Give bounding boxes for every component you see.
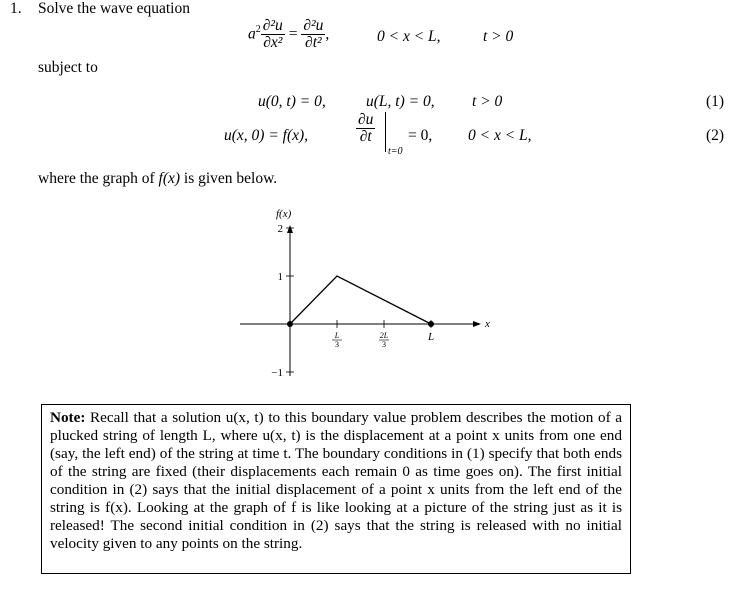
graph-intro-before: where the graph of — [38, 170, 159, 187]
equation-label-1: (1) — [706, 93, 725, 110]
svg-text:3: 3 — [382, 340, 387, 349]
lhs-numerator: ∂²u — [262, 17, 283, 34]
note-heading: Note: — [50, 409, 86, 426]
graph-intro-text — [38, 170, 277, 188]
ic-velocity-rhs: = 0, — [408, 127, 433, 144]
evaluation-point: t=0 — [388, 146, 403, 157]
coef-a: a — [248, 25, 256, 43]
lhs-denominator: ∂x² — [263, 34, 283, 52]
velocity-numerator: ∂u — [358, 111, 374, 128]
problem-intro: Solve the wave equation — [38, 0, 190, 17]
bc-right: u(L, t) = 0, — [366, 93, 435, 110]
coef-power: 2 — [255, 24, 261, 36]
equals-sign: = — [288, 25, 298, 43]
bc-left: u(0, t) = 0, — [258, 93, 326, 110]
note-paragraph — [50, 409, 622, 553]
y-tick-label: 2 — [277, 223, 283, 235]
endpoint-marker — [428, 321, 434, 327]
x-tick-label — [379, 331, 389, 349]
wave-equation — [248, 18, 329, 52]
bc-domain: t > 0 — [472, 93, 503, 110]
rhs-denominator: ∂t² — [305, 34, 322, 52]
function-graph — [230, 200, 510, 390]
t-domain: t > 0 — [483, 28, 514, 45]
rhs-numerator: ∂²u — [303, 17, 324, 34]
svg-text:2L: 2L — [379, 331, 389, 340]
problem-number: 1. — [10, 0, 22, 17]
evaluation-bar — [385, 112, 386, 152]
x-domain: 0 < x < L, — [377, 28, 441, 45]
velocity-fraction — [356, 112, 375, 146]
x-tick-label: L — [427, 331, 435, 343]
equation-label-2: (2) — [706, 127, 725, 144]
y-tick-label: 1 — [277, 271, 283, 283]
y-tick-label: −1 — [271, 367, 283, 379]
svg-text:3: 3 — [334, 340, 339, 349]
y-axis-label: f(x) — [276, 208, 292, 220]
subject-to-text: subject to — [38, 59, 98, 76]
rhs-fraction — [301, 18, 325, 52]
graph-intro-after: is given below. — [180, 170, 278, 187]
ic-domain: 0 < x < L, — [468, 127, 532, 144]
x-axis-label: x — [485, 318, 490, 330]
ic-velocity — [356, 112, 375, 146]
x-tick-label — [332, 331, 342, 349]
svg-text:L: L — [334, 331, 340, 340]
ic-displacement: u(x, 0) = f(x), — [224, 127, 309, 144]
graph-intro-func: f(x) — [158, 170, 181, 187]
note-box — [41, 404, 631, 574]
velocity-denominator: ∂t — [359, 128, 372, 146]
note-body: Recall that a solution u(x, t) to this boundary value problem describes the motion of a plucked string of length L, where u(x, t) is the displacement at a point x units from one end (say, the left end) of the string at time t. The boundary conditions in (1) specify that both ends of the string are fixed (their displacements each remain 0 as time goes on). The first initial condition in (2) says that the initial displacement of a point x units from the left end of the string is f(x). Looking at the graph of f is like looking at a picture of the string just as it is released! The second initial condition in (2) says that the string is released with no initial velocity given to any points on the string. — [50, 409, 622, 552]
endpoint-marker — [287, 321, 293, 327]
equation-comma: , — [325, 25, 330, 43]
lhs-fraction — [261, 18, 285, 52]
f-graph-line — [290, 276, 431, 324]
